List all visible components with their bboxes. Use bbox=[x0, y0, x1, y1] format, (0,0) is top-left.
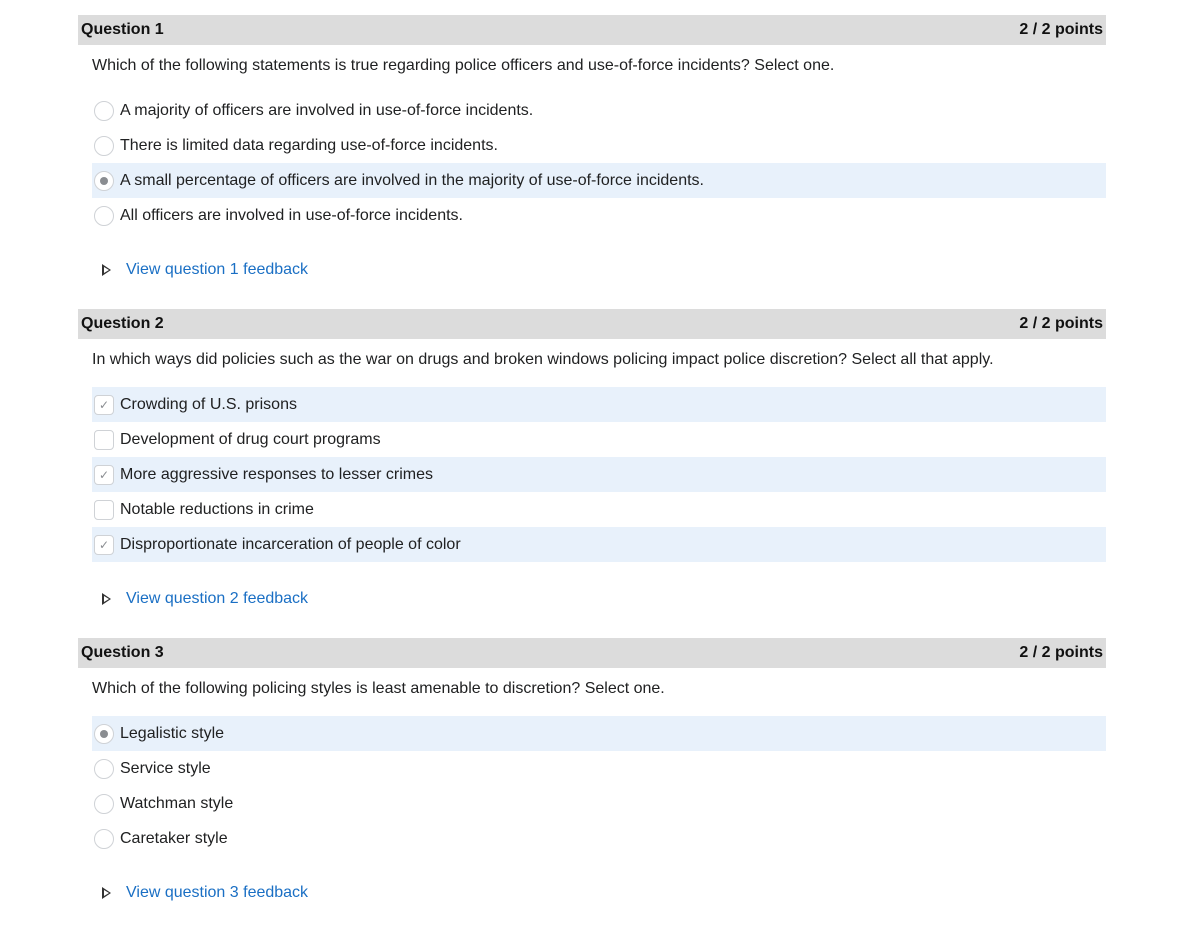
answer-label: Disproportionate incarceration of people of color bbox=[120, 535, 461, 553]
feedback-link[interactable]: View question 2 feedback bbox=[126, 590, 309, 607]
feedback-toggle[interactable] bbox=[102, 882, 1106, 904]
answer-label: Legalistic style bbox=[120, 724, 225, 742]
answer-option[interactable] bbox=[92, 93, 1106, 128]
answer-option[interactable] bbox=[92, 422, 1106, 457]
answer-option[interactable] bbox=[92, 716, 1106, 751]
checkbox[interactable] bbox=[94, 500, 114, 520]
checkmark-icon: ✓ bbox=[98, 467, 110, 482]
question-header bbox=[78, 309, 1106, 339]
question-title: Question 3 bbox=[81, 644, 164, 661]
answer-option[interactable] bbox=[92, 527, 1106, 562]
radio-button[interactable] bbox=[94, 171, 114, 191]
answer-option[interactable] bbox=[92, 387, 1106, 422]
answer-label: Development of drug court programs bbox=[120, 430, 381, 448]
answer-option[interactable] bbox=[92, 751, 1106, 786]
answer-option[interactable] bbox=[92, 492, 1106, 527]
answer-label: Watchman style bbox=[120, 794, 234, 812]
question-points: 2 / 2 points bbox=[1019, 21, 1103, 38]
question-text: Which of the following policing styles is least amenable to discretion? Select one. bbox=[92, 680, 665, 697]
radio-button[interactable] bbox=[94, 136, 114, 156]
checkbox[interactable] bbox=[94, 395, 114, 415]
radio-selected-dot bbox=[100, 730, 108, 738]
feedback-link[interactable]: View question 1 feedback bbox=[126, 261, 309, 278]
answer-option[interactable] bbox=[92, 163, 1106, 198]
checkbox[interactable] bbox=[94, 535, 114, 555]
checkbox[interactable] bbox=[94, 465, 114, 485]
question-header bbox=[78, 15, 1106, 45]
answer-options bbox=[92, 93, 1106, 233]
answer-label: Service style bbox=[120, 759, 211, 777]
answer-label: A majority of officers are involved in use-of-force incidents. bbox=[120, 101, 534, 119]
answer-label: A small percentage of officers are involved in the majority of use-of-force incidents. bbox=[120, 171, 704, 189]
radio-button[interactable] bbox=[94, 101, 114, 121]
answer-options bbox=[92, 387, 1106, 562]
radio-button[interactable] bbox=[94, 794, 114, 814]
answer-options bbox=[92, 716, 1106, 856]
answer-label: There is limited data regarding use-of-force incidents. bbox=[120, 136, 498, 154]
answer-option[interactable] bbox=[92, 786, 1106, 821]
radio-button[interactable] bbox=[94, 206, 114, 226]
answer-option[interactable] bbox=[92, 821, 1106, 856]
answer-option[interactable] bbox=[92, 128, 1106, 163]
radio-selected-dot bbox=[100, 177, 108, 185]
checkmark-icon: ✓ bbox=[98, 537, 110, 552]
expand-triangle-icon[interactable] bbox=[102, 264, 111, 276]
question-title: Question 2 bbox=[81, 315, 164, 332]
checkmark-icon: ✓ bbox=[98, 397, 110, 412]
expand-triangle-icon[interactable] bbox=[102, 593, 111, 605]
radio-button[interactable] bbox=[94, 759, 114, 779]
answer-label: Notable reductions in crime bbox=[120, 500, 314, 518]
expand-triangle-icon[interactable] bbox=[102, 887, 111, 899]
question-text: In which ways did policies such as the war on drugs and broken windows policing impact police discretion? Select all that apply. bbox=[92, 351, 994, 368]
answer-label: Crowding of U.S. prisons bbox=[120, 395, 297, 413]
radio-button[interactable] bbox=[94, 829, 114, 849]
answer-label: Caretaker style bbox=[120, 829, 228, 847]
answer-label: More aggressive responses to lesser crimes bbox=[120, 465, 434, 483]
answer-option[interactable] bbox=[92, 457, 1106, 492]
question-2 bbox=[78, 309, 1106, 610]
answer-option[interactable] bbox=[92, 198, 1106, 233]
question-title: Question 1 bbox=[81, 21, 164, 38]
feedback-link[interactable]: View question 3 feedback bbox=[126, 884, 309, 901]
question-points: 2 / 2 points bbox=[1019, 315, 1103, 332]
checkbox[interactable] bbox=[94, 430, 114, 450]
quiz-results bbox=[78, 15, 1106, 932]
question-text: Which of the following statements is true regarding police officers and use-of-force incidents? Select one. bbox=[92, 57, 835, 74]
question-1 bbox=[78, 15, 1106, 281]
feedback-toggle[interactable] bbox=[102, 588, 1106, 610]
radio-button[interactable] bbox=[94, 724, 114, 744]
feedback-toggle[interactable] bbox=[102, 259, 1106, 281]
question-points: 2 / 2 points bbox=[1019, 644, 1103, 661]
question-header bbox=[78, 638, 1106, 668]
question-3 bbox=[78, 638, 1106, 904]
answer-label: All officers are involved in use-of-force incidents. bbox=[120, 206, 463, 224]
